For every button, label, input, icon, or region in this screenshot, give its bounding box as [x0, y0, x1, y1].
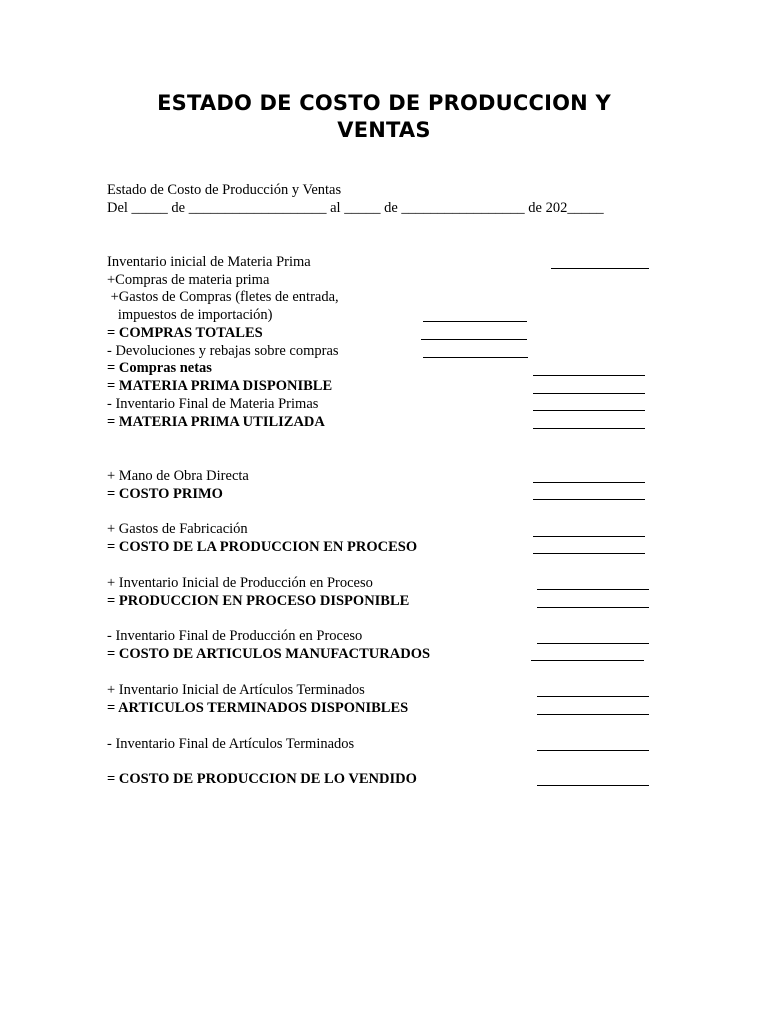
blank-line [537, 696, 649, 697]
title-line-2: VENTAS [337, 118, 431, 142]
blank-line [537, 714, 649, 715]
row-costo-articulos-manufacturados: = COSTO DE ARTICULOS MANUFACTURADOS [107, 646, 431, 662]
row-inventario-final-materia-primas: - Inventario Final de Materia Primas [107, 396, 319, 412]
row-costo-produccion-vendido: = COSTO DE PRODUCCION DE LO VENDIDO [107, 771, 417, 787]
row-inventario-inicial-materia-prima: Inventario inicial de Materia Prima [107, 254, 311, 270]
blank-line [533, 536, 645, 537]
blank-line [533, 553, 645, 554]
row-compras-netas: = Compras netas [107, 360, 212, 376]
blank-line [537, 785, 649, 786]
blank-line [533, 410, 645, 411]
blank-line [531, 660, 644, 661]
blank-line [533, 499, 645, 500]
blank-line [537, 589, 649, 590]
row-inventario-inicial-produccion-proceso: + Inventario Inicial de Producción en Proceso [107, 575, 373, 591]
row-materia-prima-disponible: = MATERIA PRIMA DISPONIBLE [107, 378, 333, 394]
row-compras-totales: = COMPRAS TOTALES [107, 325, 263, 341]
blank-line [537, 750, 649, 751]
row-articulos-terminados-disponibles: = ARTICULOS TERMINADOS DISPONIBLES [107, 700, 409, 716]
date-line: Del _____ de ___________________ al _____ de _________________ de 202_____ [107, 200, 604, 216]
blank-line [551, 268, 649, 269]
row-impuestos-importacion: impuestos de importación) [107, 307, 273, 323]
row-devoluciones-rebajas: - Devoluciones y rebajas sobre compras [107, 343, 339, 359]
statement-heading: Estado de Costo de Producción y Ventas [107, 182, 342, 198]
blank-line [421, 339, 527, 340]
blank-line [533, 428, 645, 429]
row-inventario-inicial-articulos-terminados: + Inventario Inicial de Artículos Terminados [107, 682, 365, 698]
blank-line [423, 321, 527, 322]
blank-line [533, 375, 645, 376]
row-costo-produccion-en-proceso: = COSTO DE LA PRODUCCION EN PROCESO [107, 539, 418, 555]
row-compras-materia-prima: +Compras de materia prima [107, 272, 270, 288]
title-line-1: ESTADO DE COSTO DE PRODUCCION Y [157, 91, 611, 115]
row-gastos-de-compras: +Gastos de Compras (fletes de entrada, [107, 289, 339, 305]
blank-line [533, 482, 645, 483]
row-materia-prima-utilizada: = MATERIA PRIMA UTILIZADA [107, 414, 325, 430]
row-inventario-final-articulos-terminados: - Inventario Final de Artículos Terminados [107, 736, 355, 752]
row-gastos-fabricacion: + Gastos de Fabricación [107, 521, 248, 537]
blank-line [533, 393, 645, 394]
document-title [110, 90, 658, 144]
row-mano-obra-directa: + Mano de Obra Directa [107, 468, 249, 484]
row-produccion-proceso-disponible: = PRODUCCION EN PROCESO DISPONIBLE [107, 593, 410, 609]
blank-line [537, 607, 649, 608]
row-costo-primo: = COSTO PRIMO [107, 486, 223, 502]
row-inventario-final-produccion-proceso: - Inventario Final de Producción en Proceso [107, 628, 363, 644]
blank-line [423, 357, 528, 358]
blank-line [537, 643, 649, 644]
